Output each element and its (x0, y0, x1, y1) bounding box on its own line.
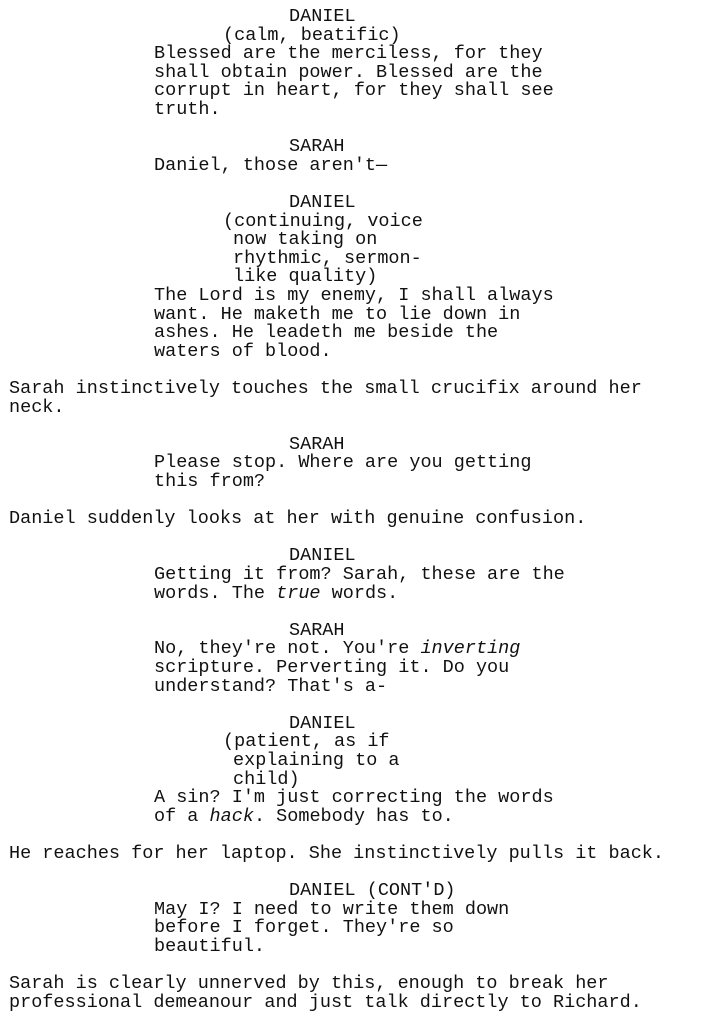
action-line: He reaches for her laptop. She instinctively pulls it back. (9, 843, 665, 864)
dialogue-line: scripture. Perverting it. Do you (154, 657, 510, 678)
dialogue-line: ashes. He leadeth me beside the (154, 322, 499, 344)
character-name: SARAH (289, 433, 345, 455)
character-name: SARAH (289, 136, 345, 158)
parenthetical: (patient, as if (223, 731, 390, 753)
dialogue-line: want. He maketh me to lie down in (154, 303, 521, 325)
dialogue-text: words. The (154, 582, 277, 604)
dialogue-line: Blessed are the merciless, for they (154, 43, 543, 65)
dialogue-line: truth. (154, 99, 221, 120)
action-line: Sarah is clearly unnerved by this, enough to break her (9, 973, 609, 995)
dialogue-line: Please stop. Where are you getting (154, 452, 532, 474)
dialogue-line: shall obtain power. Blessed are the (154, 61, 543, 83)
action-line: professional demeanour and just talk directly to Richard. (9, 991, 642, 1013)
dialogue-line: May I? I need to write them down (154, 898, 510, 920)
emphasis-text: hack (209, 805, 254, 827)
action-line: Sarah instinctively touches the small crucifix around her (9, 378, 642, 399)
dialogue-line: corrupt in heart, for they shall see (154, 80, 554, 102)
character-name: DANIEL (289, 545, 356, 567)
dialogue-line: this from? (154, 471, 266, 492)
dialogue-line: before I forget. They're so (154, 917, 454, 939)
action-line: Daniel suddenly looks at her with genuine confusion. (9, 508, 587, 530)
emphasis-text: true (276, 582, 321, 604)
dialogue-text: words. (320, 582, 399, 604)
dialogue-line: understand? That's a- (154, 675, 388, 697)
dialogue-line: Daniel, those aren't— (154, 154, 388, 176)
parenthetical: child) (233, 768, 300, 790)
character-name: DANIEL (289, 6, 356, 27)
dialogue-line (154, 805, 454, 827)
character-name: DANIEL (CONT'D) (289, 880, 456, 902)
dialogue-text: of a (154, 805, 210, 827)
dialogue-line: waters of blood. (154, 340, 332, 362)
character-name: SARAH (289, 619, 345, 641)
dialogue-text: . Somebody has to. (253, 805, 454, 827)
parenthetical: rhythmic, sermon- (233, 247, 422, 269)
action-line: neck. (9, 396, 65, 418)
character-name: DANIEL (289, 192, 356, 213)
parenthetical: (calm, beatific) (223, 24, 401, 46)
dialogue-line (154, 582, 399, 604)
parenthetical: now taking on (233, 229, 378, 251)
dialogue-line: The Lord is my enemy, I shall always (154, 285, 554, 306)
dialogue-line: Getting it from? Sarah, these are the (154, 564, 565, 585)
character-name: DANIEL (289, 712, 356, 734)
dialogue-line: A sin? I'm just correcting the words (154, 787, 554, 809)
dialogue-line: beautiful. (154, 936, 266, 957)
parenthetical: explaining to a (233, 750, 400, 771)
parenthetical: (continuing, voice (223, 210, 423, 232)
emphasis-text: inverting (420, 638, 521, 660)
parenthetical: like quality) (233, 266, 378, 288)
dialogue-text: No, they're not. You're (154, 638, 421, 660)
